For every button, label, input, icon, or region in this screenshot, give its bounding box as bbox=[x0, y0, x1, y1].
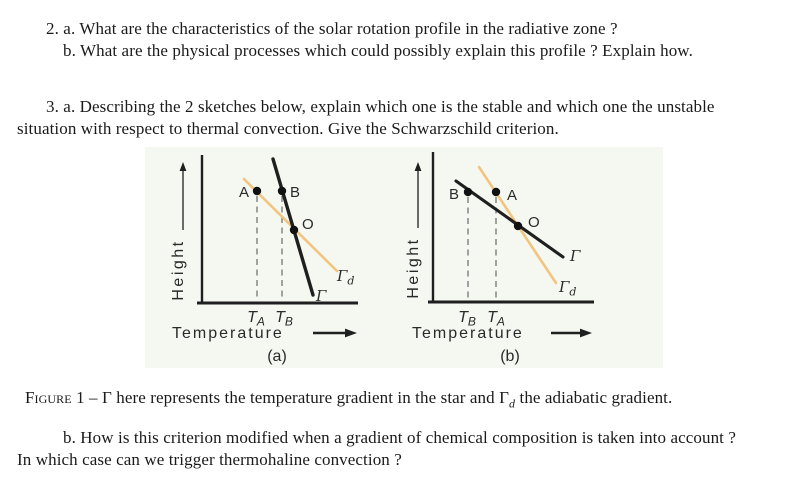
panel-b-tick-tb-base: T bbox=[458, 309, 468, 326]
panel-b-y-axis-label: Height bbox=[405, 237, 422, 299]
panel-a-tick-ta-sub: A bbox=[256, 314, 265, 329]
panel-b-caption: (b) bbox=[500, 348, 520, 365]
panel-b-tick-tb-sub: B bbox=[467, 314, 476, 329]
panel-a-caption: (a) bbox=[267, 348, 287, 365]
panel-b-point-o-dot bbox=[514, 222, 522, 230]
panel-a-x-axis-label: Temperature bbox=[172, 325, 284, 342]
panel-a-point-b-dot bbox=[278, 187, 286, 195]
panel-b-gamma-label: Γ bbox=[570, 247, 581, 265]
question-3a-text-line2: situation with respect to thermal convection. Give the Schwarzschild criterion. bbox=[17, 119, 559, 138]
figure-1 bbox=[145, 145, 665, 371]
panel-b-point-o-label: O bbox=[528, 214, 540, 231]
figure-caption-number: 1 – bbox=[71, 388, 102, 407]
figure-caption bbox=[25, 388, 672, 411]
question-3b-text-line2: In which case can we trigger thermohaline convection ? bbox=[17, 450, 402, 469]
panel-b-point-a-dot bbox=[492, 188, 500, 196]
figure-caption-gamma-d: Γ bbox=[499, 388, 510, 407]
panel-b-tick-ta-base: T bbox=[487, 309, 497, 326]
question-3a-text-line1: 3. a. Describing the 2 sketches below, explain which one is the stable and which one the unstable bbox=[46, 97, 715, 116]
figure-caption-gamma: Γ bbox=[101, 388, 112, 407]
panel-a-point-b-label: B bbox=[290, 184, 301, 201]
question-2a-text: 2. a. What are the characteristics of the solar rotation profile in the radiative zone ? bbox=[46, 19, 618, 38]
panel-a-point-o-dot bbox=[290, 226, 298, 234]
question-2b-text: b. What are the physical processes which could possibly explain this profile ? Explain how. bbox=[63, 41, 693, 60]
panel-a-gamma-d-sub: d bbox=[347, 274, 355, 288]
panel-a-tick-ta-base: T bbox=[247, 309, 257, 326]
question-3b-text-line1: b. How is this criterion modified when a gradient of chemical composition is taken into account ? bbox=[63, 428, 736, 447]
panel-b-point-b-dot bbox=[464, 188, 472, 196]
figure-caption-middle: here represents the temperature gradient in the star and bbox=[111, 388, 500, 407]
figure-caption-label: Figure bbox=[25, 388, 72, 407]
panel-b-tick-ta-sub: A bbox=[496, 314, 505, 329]
panel-a-gamma-d-base: Γ bbox=[337, 267, 348, 285]
panel-b-point-b-label: B bbox=[448, 186, 459, 203]
panel-b-x-axis-label: Temperature bbox=[412, 325, 524, 342]
panel-a-point-o-label: O bbox=[302, 216, 314, 233]
panel-a-point-a-dot bbox=[253, 187, 261, 195]
figure-1-sketches bbox=[145, 145, 665, 371]
panel-b-point-a-label: A bbox=[507, 187, 518, 204]
panel-a-tick-tb-sub: B bbox=[284, 314, 293, 329]
figure-caption-gamma-d-sub: d bbox=[509, 396, 516, 411]
panel-b-gamma-d-base: Γ bbox=[559, 278, 570, 296]
panel-a-tick-tb-base: T bbox=[275, 309, 285, 326]
panel-a-point-a-label: A bbox=[238, 184, 249, 201]
figure-caption-tail: the adiabatic gradient. bbox=[515, 388, 673, 407]
panel-a-gamma-label: Γ bbox=[316, 287, 327, 305]
panel-b-gamma-d-sub: d bbox=[569, 285, 577, 299]
panel-a-y-axis-label: Height bbox=[170, 239, 187, 301]
